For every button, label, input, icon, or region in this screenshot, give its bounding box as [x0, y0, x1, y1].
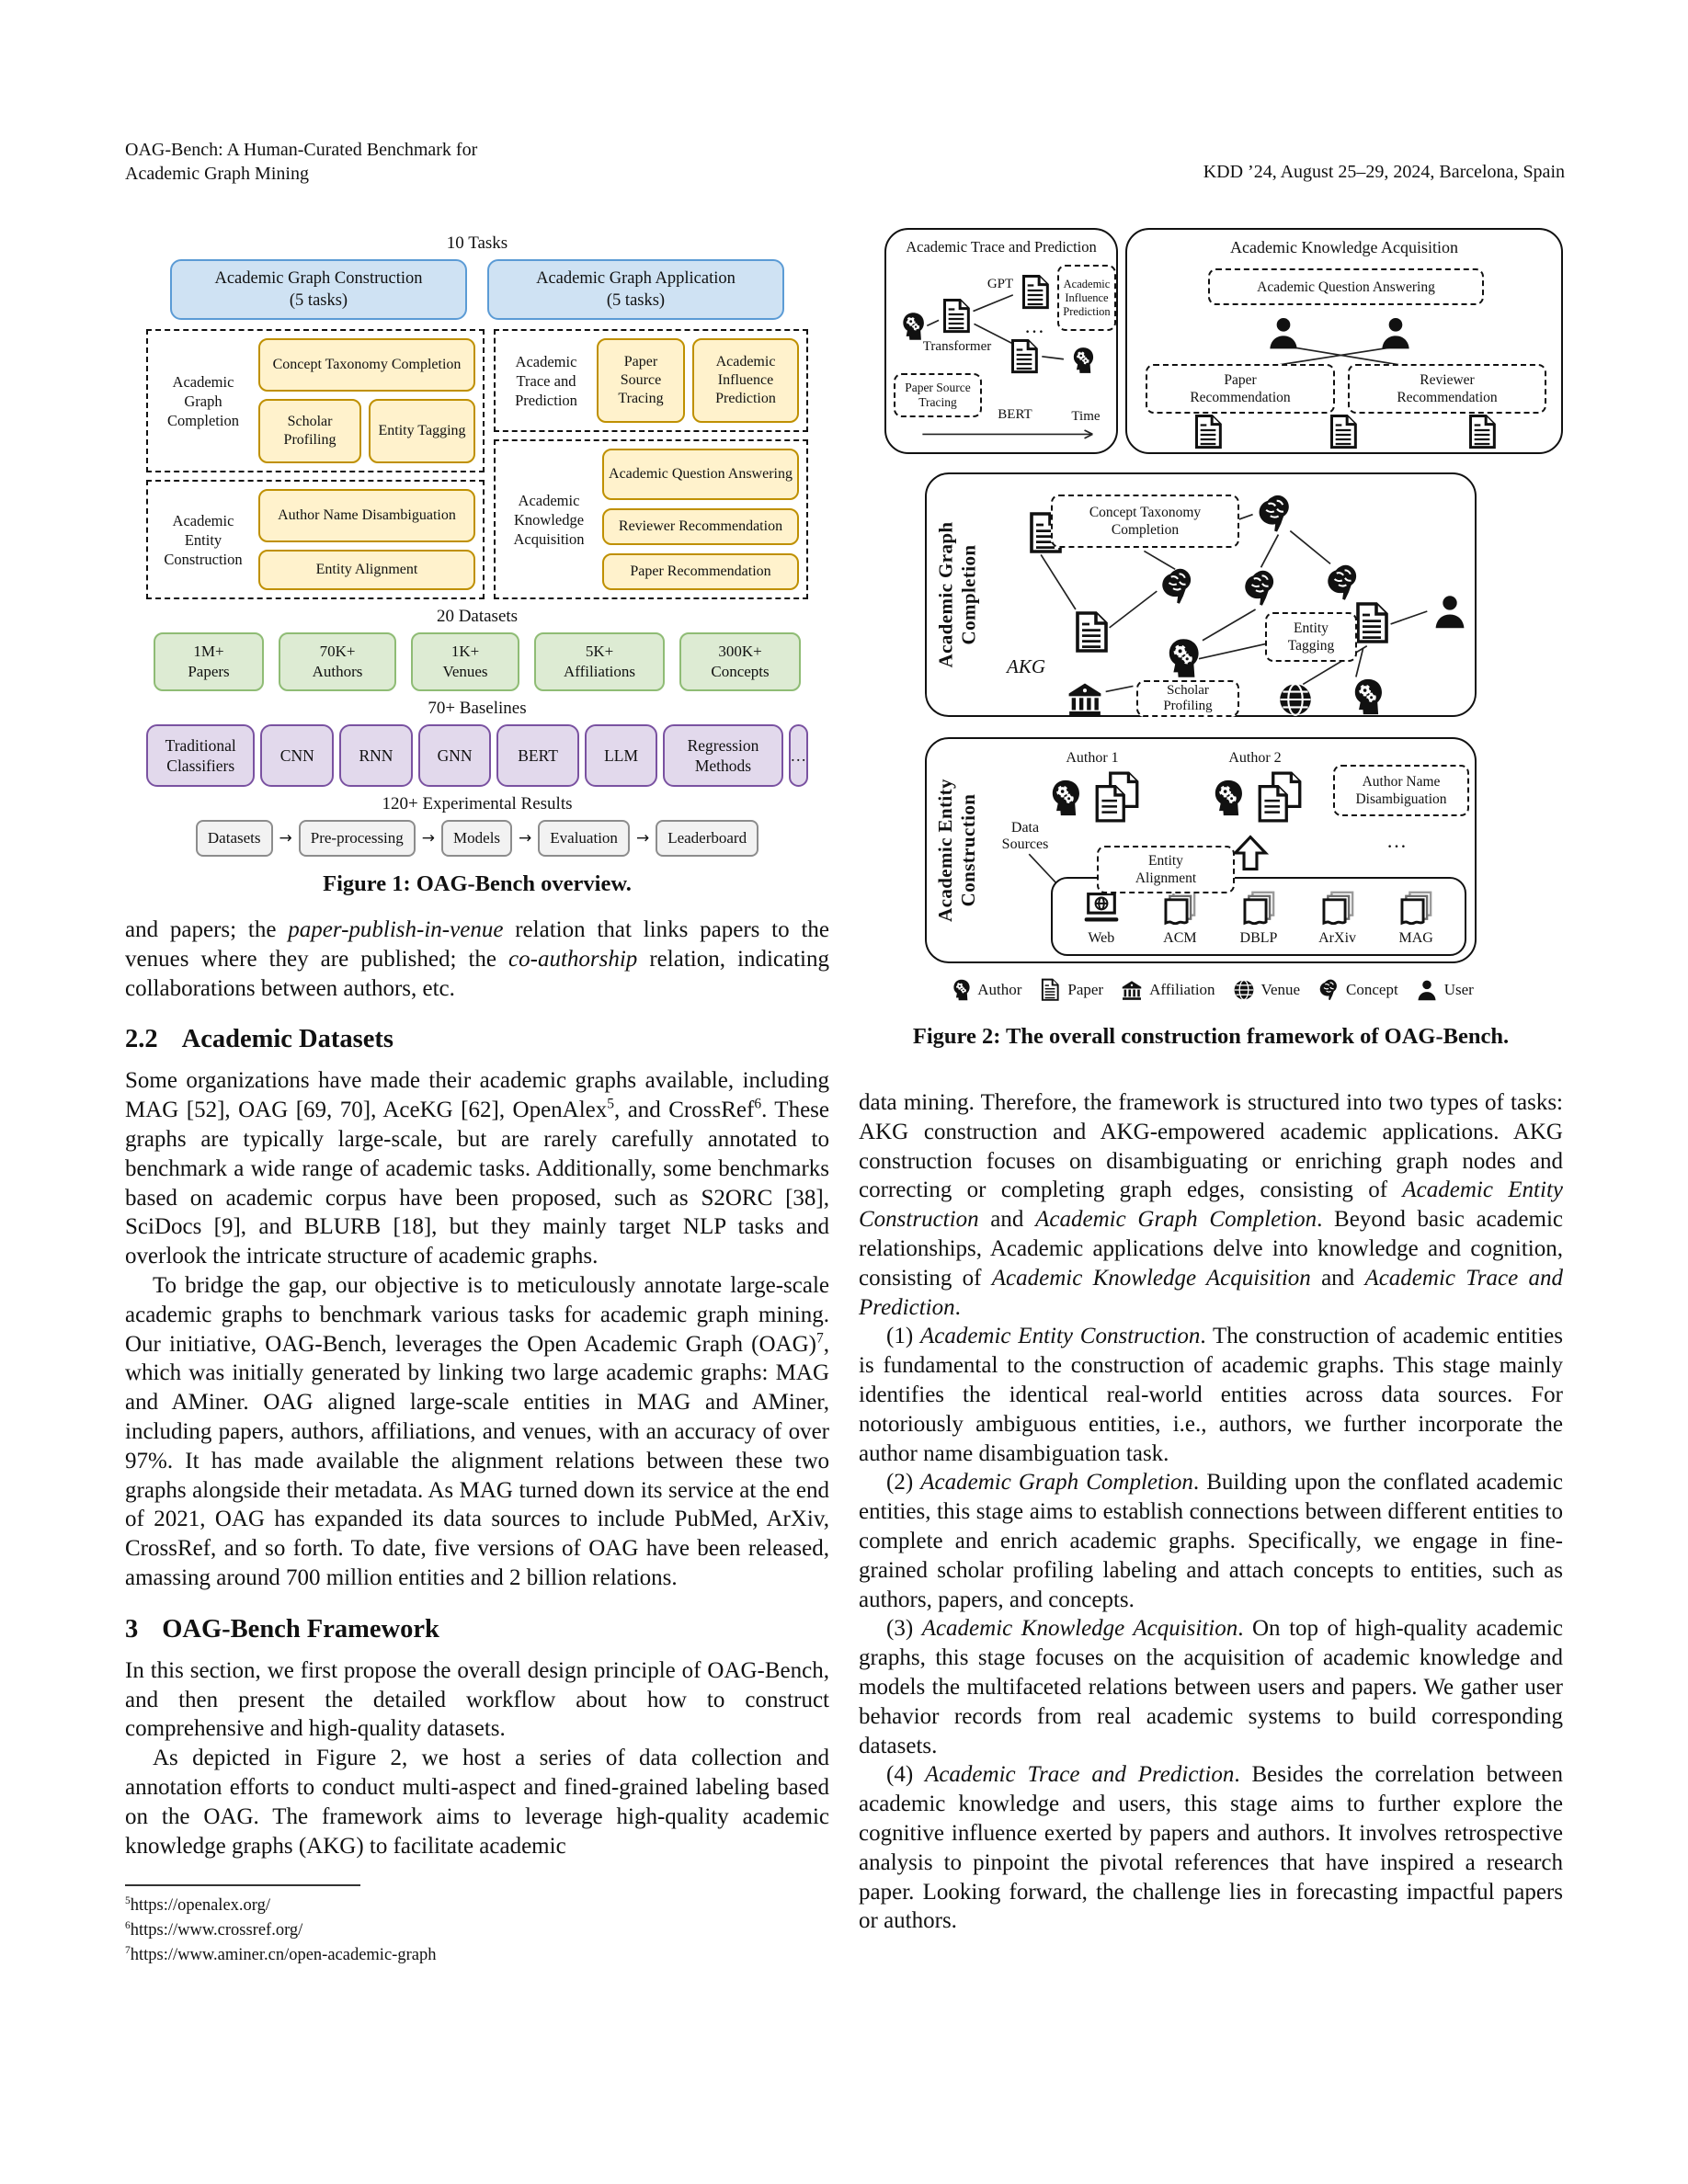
task-scholar-profiling: Scholar Profiling [258, 399, 361, 463]
concept-icon [1317, 978, 1340, 1002]
fig1-baselines-row [146, 724, 808, 787]
flow-arrow-icon: → [635, 829, 650, 847]
paper-icon [1038, 978, 1062, 1002]
group-label: Academic Trace and Prediction [515, 352, 577, 409]
up-arrow-icon [1230, 833, 1271, 873]
paragraph: To bridge the gap, our objective is to meticulously annotate large-scale academic graphs to benchmark various tasks for academic graph mining. Our initiative, OAG-Bench, leverages the Open Academic Graph (OAG)$^7$, which was initially generated by linking two large academic graphs: MAG and AMiner. OAG aligned large-scale entities in MAG and AMiner, including papers, authors, affiliations, and venues, with an accuracy of over 97%. It has made available the alignment relations between these two graphs alongside their metadata. As MAG turned down its service at the end of 2021, OAG has expanded its data sources to include PubMed, ArXiv, CrossRef, and so forth. To date, five versions of OAG have been released, amassing around 700 million entities and 2 billion relations. [125, 1272, 829, 1590]
paper-source-tracing-box: Paper Source Tracing [894, 373, 982, 417]
paragraph: In this section, we first propose the overall design principle of OAG-Bench, and then present the detailed workflow about how to construct comprehensive and high-quality datasets. [125, 1657, 829, 1742]
baseline-cnn: CNN [260, 724, 334, 787]
legend-item-author [948, 978, 1021, 1002]
document-stack-icon [1238, 888, 1279, 928]
legend-label: Paper [1067, 981, 1104, 998]
document-stack-icon [1317, 888, 1358, 928]
paper-stack-icon [1090, 770, 1144, 824]
flow-arrow-icon: → [279, 829, 292, 847]
author-icon [1066, 346, 1096, 375]
legend-item-concept [1317, 978, 1398, 1002]
document-stack-icon [1396, 888, 1436, 928]
section-heading: 3 OAG-Bench Framework [125, 1614, 439, 1644]
concept-icon [1322, 563, 1363, 603]
fig1-application-title: Academic Graph Application [536, 269, 736, 288]
paper-recommendation-box: Paper Recommendation [1146, 364, 1335, 414]
venue-icon [1276, 680, 1315, 719]
paper-icon [1017, 274, 1054, 311]
paper-icon [1006, 338, 1043, 375]
web-laptop-icon [1081, 888, 1122, 928]
pipeline-models: Models [441, 820, 512, 857]
figure1-caption: Figure 1: OAG-Bench overview. [323, 871, 632, 896]
source-dblp [1238, 888, 1279, 947]
paragraph: data mining. Therefore, the framework is structured into two types of tasks: AKG construction and AKG-empowered academic applications. AKG construction focuses on disambiguating or enriching graph nodes and correcting or completing graph edges, consisting of Academic Entity Construction and Academic Graph Completion. Beyond basic academic relationships, Academic applications delve into knowledge and cognition, consisting of Academic Knowledge Acquisition and Academic Trace and Prediction. [859, 1090, 1563, 1320]
fig1-application-subtitle: (5 tasks) [606, 291, 666, 310]
figure2-caption: Figure 2: The overall construction framework of OAG-Bench. [912, 1024, 1510, 1049]
user-icon [1265, 314, 1302, 351]
flow-arrow-icon: → [421, 829, 436, 847]
paper-icon [1464, 414, 1500, 450]
fig1-tasks-label: 10 Tasks [446, 233, 508, 253]
footnote: $^7$https://www.aminer.cn/open-academic-graph [125, 1945, 437, 1965]
author-icon [1205, 778, 1246, 818]
pipeline-leaderboard: Leaderboard [656, 820, 758, 857]
paragraph: Some organizations have made their academic graphs available, including MAG [52], OAG [69, 70], AceKG [62], OpenAlex$^5$, and CrossRef$^6$. These graphs are typically large-scale, but are rarely carefully annotated to benchmark a wide range of academic tasks. Additionally, some benchmarks based on academic corpus have been proposed, such as S2ORC [38], SciDocs [9], and BLURB [18], but they mainly target NLP tasks and overlook the intricate structure of academic graphs. [125, 1068, 829, 1269]
fig1-task-groups [146, 329, 808, 599]
concept-taxonomy-completion-box: Concept Taxonomy Completion [1051, 495, 1239, 548]
group-academic-trace-prediction [494, 329, 808, 432]
fig1-construction-subtitle: (5 tasks) [289, 291, 348, 310]
right-column-text [859, 1088, 1563, 1936]
paragraph: (4) Academic Trace and Prediction. Besides the correlation between academic knowledge and users, this stage aims to further explore the cognitive influence exerted by papers and authors. It involves retrospective analysis to pinpoint the pivotal references that have inspired a research paper. Looking forward, the challenge lies in forecasting impactful papers or authors. [859, 1762, 1564, 1934]
footnote: $^6$https://www.crossref.org/ [125, 1920, 303, 1940]
transformer-label: Transformer [922, 339, 992, 354]
source-label: ACM [1163, 930, 1197, 946]
task-paper-source-tracing: Paper Source Tracing [597, 338, 685, 423]
footnotes [125, 1894, 829, 1968]
paragraph: and papers; the paper-publish-in-venue relation that links papers to the venues where they are published; the co-authorship relation, indicating collaborations between authors, etc. [125, 917, 829, 1001]
baseline-llm: LLM [585, 724, 658, 787]
user-icon [1431, 592, 1469, 631]
author-icon [1043, 778, 1083, 818]
fig1-construction-title: Academic Graph Construction [214, 269, 423, 288]
task-academic-question-answering: Academic Question Answering [602, 449, 799, 500]
paper-icon [938, 298, 975, 335]
fig1-baselines-label: 70+ Baselines [428, 699, 527, 718]
fig1-construction-box [170, 259, 467, 320]
dataset-affiliations: 5K+ Affiliations [534, 632, 665, 691]
concept-icon [1157, 566, 1197, 607]
panel-title: Academic Knowledge Acquisition [1230, 238, 1458, 256]
source-label: ArXiv [1318, 930, 1357, 946]
paragraph: (2) Academic Graph Completion. Building upon the conflated academic entities, this stage aims to establish connections between different entities to complete and enrich academic graphs. Specifically, we engage in fine-grained scholar profiling labeling and attach concepts to entities, such as authors, papers, and concepts. [859, 1470, 1563, 1612]
baseline-regression-methods: Regression Methods [663, 724, 782, 787]
panel-academic-entity-construction [925, 737, 1477, 963]
pipeline-preprocessing: Pre-processing [299, 820, 416, 857]
fig1-results-label: 120+ Experimental Results [382, 794, 573, 813]
group-label: Academic Knowledge Acquisition [513, 491, 585, 548]
affiliation-icon [1120, 978, 1144, 1002]
flow-arrow-icon: → [519, 829, 532, 847]
source-acm [1159, 888, 1200, 947]
panel-rotated-label: Academic Graph Completion [934, 521, 979, 668]
paper-stack-icon [1253, 770, 1306, 824]
task-entity-tagging: Entity Tagging [369, 399, 475, 463]
ellipsis: … [1386, 829, 1409, 852]
figure2 [859, 226, 1563, 1088]
author-name-disambiguation-box: Author Name Disambiguation [1333, 765, 1469, 816]
legend-label: Venue [1260, 981, 1301, 998]
source-mag [1396, 888, 1436, 947]
running-title-line2: Academic Graph Mining [125, 164, 309, 184]
panel-academic-graph-completion [925, 472, 1477, 717]
task-author-name-disambiguation: Author Name Disambiguation [258, 489, 475, 542]
dataset-concepts: 300K+ Concepts [679, 632, 801, 691]
running-title-line1: OAG-Bench: A Human-Curated Benchmark for [125, 140, 478, 160]
academic-influence-prediction-box: Academic Influence Prediction [1057, 265, 1116, 331]
baseline-traditional-classifiers: Traditional Classifiers [146, 724, 255, 787]
group-label: Academic Graph Completion [167, 372, 239, 429]
source-label: Web [1088, 930, 1115, 946]
left-column [125, 226, 829, 1968]
pipeline-datasets: Datasets [196, 820, 273, 857]
legend-label: User [1443, 981, 1474, 998]
author-icon [895, 311, 927, 342]
legend-item-paper [1038, 978, 1103, 1002]
source-arxiv [1317, 888, 1358, 947]
footnote-rule [125, 1884, 360, 1886]
paragraph: As depicted in Figure 2, we host a series of data collection and annotation efforts to conduct multi-aspect and fined-grained labeling based on the OAG. The framework aims to leverage high-quality academic knowledge graphs (AKG) to facilitate academic [125, 1746, 829, 1859]
reviewer-recommendation-box: Reviewer Recommendation [1348, 364, 1546, 414]
fig1-datasets-row [146, 632, 808, 691]
legend-item-venue [1232, 978, 1300, 1002]
author1-label: Author 1 [1066, 750, 1119, 766]
author-icon [948, 978, 972, 1002]
paper-icon [1325, 414, 1362, 450]
task-academic-influence-prediction: Academic Influence Prediction [692, 338, 799, 423]
author-icon [1158, 636, 1203, 680]
panel-rotated-label: Academic Entity Construction [934, 779, 979, 922]
akg-label: AKG [1007, 655, 1045, 677]
panel-title: Academic Trace and Prediction [906, 238, 1097, 256]
task-paper-recommendation: Paper Recommendation [602, 553, 799, 590]
footnote: $^5$https://openalex.org/ [125, 1895, 270, 1916]
baseline-ellipsis: … [789, 724, 809, 787]
ellipsis: … [1024, 314, 1046, 337]
paragraph: (1) Academic Entity Construction. The construction of academic entities is fundamental to the construction of academic graphs. This stage mainly identifies the identical real-world entities across data sources. For notoriously ambiguous entities, i.e., authors, we further incorporate the author name disambiguation task. [859, 1324, 1563, 1466]
pipeline-evaluation: Evaluation [538, 820, 630, 857]
dataset-authors: 70K+ Authors [279, 632, 396, 691]
fig1-datasets-label: 20 Datasets [436, 607, 519, 626]
paper-icon [1190, 414, 1226, 450]
dataset-papers: 1M+ Papers [154, 632, 264, 691]
paragraph: (3) Academic Knowledge Acquisition. On top of high-quality academic graphs, this stage focuses on the acquisition of academic knowledge and models the multifaceted relations between users and papers. We gather user behavior records from real academic systems to build corresponding datasets. [859, 1616, 1563, 1758]
group-academic-knowledge-acquisition [494, 439, 808, 599]
source-label: MAG [1398, 930, 1433, 946]
panel-academic-trace-prediction [884, 228, 1118, 454]
group-label: Academic Entity Construction [164, 511, 243, 568]
source-label: DBLP [1239, 930, 1278, 946]
bert-label: BERT [998, 407, 1032, 422]
group-academic-entity-construction [146, 480, 485, 599]
document-stack-icon [1159, 888, 1200, 928]
data-sources-label: Data Sources [1001, 820, 1049, 852]
paper-icon [1069, 610, 1113, 654]
figure1 [146, 233, 808, 857]
entity-tagging-box: Entity Tagging [1265, 612, 1357, 662]
group-academic-graph-completion [146, 329, 485, 472]
fig1-pipeline-row [146, 820, 808, 857]
dataset-venues: 1K+ Venues [411, 632, 519, 691]
affiliation-icon [1065, 678, 1105, 719]
panel-academic-knowledge-acquisition [1125, 228, 1563, 454]
fig1-blue-row [146, 259, 808, 320]
gpt-label: GPT [987, 277, 1014, 291]
section-heading: 2.2 Academic Datasets [125, 1025, 393, 1054]
task-entity-alignment: Entity Alignment [258, 550, 475, 590]
user-icon [1415, 978, 1439, 1002]
conference-info: KDD ’24, August 25–29, 2024, Barcelona, Spain [1203, 162, 1565, 182]
legend-item-affiliation [1120, 978, 1215, 1002]
legend-label: Affiliation [1149, 981, 1215, 998]
baseline-rnn: RNN [339, 724, 413, 787]
user-icon [1377, 314, 1414, 351]
author-icon [1345, 677, 1386, 717]
academic-question-answering-box: Academic Question Answering [1208, 268, 1484, 305]
fig1-application-box [487, 259, 784, 320]
left-column-text [125, 916, 829, 1860]
legend-label: Author [977, 981, 1022, 998]
source-web [1081, 888, 1122, 947]
legend-item-user [1415, 978, 1474, 1002]
concept-icon [1239, 568, 1280, 609]
baseline-gnn: GNN [418, 724, 492, 787]
scholar-profiling-box: Scholar Profiling [1136, 680, 1239, 717]
entity-alignment-box: Entity Alignment [1097, 846, 1235, 893]
figure2-legend [859, 978, 1563, 1002]
task-reviewer-recommendation: Reviewer Recommendation [602, 508, 799, 545]
legend-label: Concept [1346, 981, 1398, 998]
task-concept-taxonomy-completion: Concept Taxonomy Completion [258, 338, 475, 392]
right-column [859, 226, 1563, 1936]
author2-label: Author 2 [1228, 750, 1282, 766]
concept-icon [1253, 493, 1295, 535]
baseline-bert: BERT [496, 724, 578, 787]
running-title [125, 138, 477, 186]
venue-icon [1232, 978, 1256, 1002]
time-label: Time [1071, 409, 1101, 424]
